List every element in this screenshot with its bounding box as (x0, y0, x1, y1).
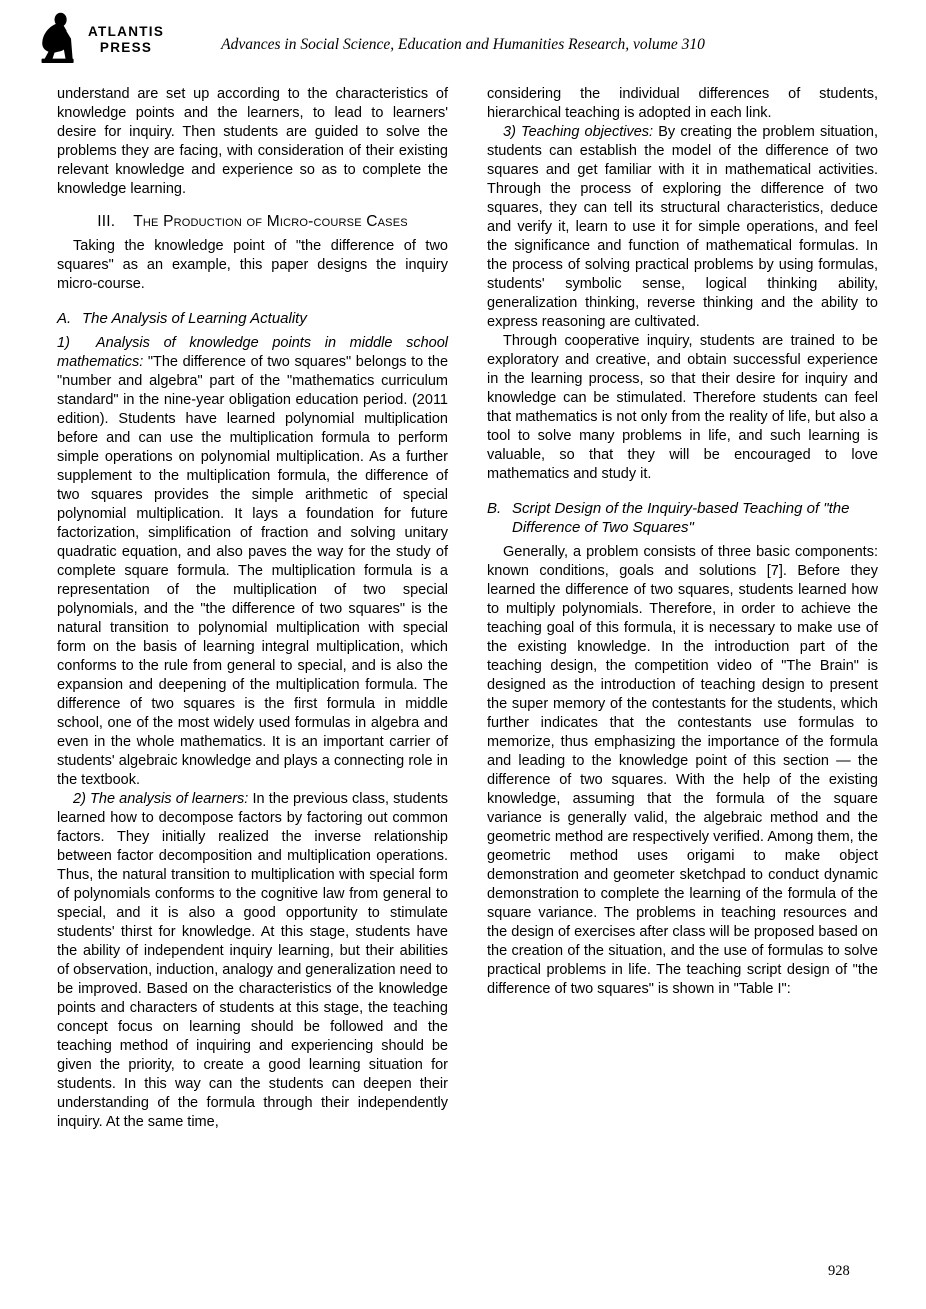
page-number: 928 (828, 1263, 850, 1279)
paragraph-continuation-right: considering the individual differences of students, hierarchical teaching is adopted in each link. (487, 86, 878, 121)
paragraph-taking: Taking the knowledge point of "the difference of two squares" as an example, this paper designs the inquiry micro-course. (57, 238, 448, 292)
right-column (487, 85, 878, 1132)
item-1-lead: Analysis of knowledge points in middle school mathematics: (57, 335, 448, 370)
item-1-number: 1) (57, 335, 70, 351)
body-columns (57, 85, 878, 1132)
item-2-text: In the previous class, students learned how to decompose factors by factoring out common factors. They initially realized the inverse relationship between factor decomposition and multiplication operations. Thus, the natural transition to multiplication with special form of polynomials conforms to the cognitive law from general to special, and it is also a good opportunity to stimulate students' thirst for knowledge. At this stage, students have the ability of independent inquiry learning, but their abilities of observation, induction, analogy and generalization need to be improved. Based on the characteristics of the knowledge points and characters of students at this stage, the teaching concept focus on learning should be followed and the teaching method of inquiring and experiencing should be given the priority, to create a good learning situation for students. In this way can the students can deepen their understanding of the formula through their independently inquiry. At the same time, (57, 791, 449, 1130)
paragraph-continuation-left: understand are set up according to the characteristics of knowledge points and the learners, to lead to learners' desire for inquiry. Then students are guided to solve the problems they are facing, with consideration of their existing relevant knowledge and experience so as to complete the knowledge learning. (57, 86, 448, 197)
item-3-text: By creating the problem situation, students can establish the model of the difference of two squares and get familiar with it in mathematical activities. Through the process of exploring the difference of two squares, they can tell its structural characteristics, deduce and verify it, learn to use it for simple operations, and feel the significance and function of mathematical formulas. In the process of solving practical problems by using formulas, students' symbolic sense, logical thinking ability, generalization thinking, reverse thinking and the ability to express reasoning are cultivated. (487, 124, 878, 330)
subsection-a-heading (57, 309, 448, 328)
section-heading-iii (57, 212, 448, 231)
subsection-b-heading (487, 499, 878, 537)
item-3-lead: 3) Teaching objectives: (503, 124, 654, 140)
paragraph-generally: Generally, a problem consists of three basic components: known conditions, goals and solutions [7]. Before they learned the difference of two squares, students learned how to multiply polynomials. Therefore, in order to achieve the teaching goal of this formula, it is necessary to make use of the existing knowledge. In the introduction part of the teaching design, the competition video of "The Brain" is designed as the introduction of teaching design to present the super memory of the contestants for the students, which further indicates that the contestants use formulas to memorize, thus emphasizing the importance of the formula and leading to the knowledge point of this section — the difference of two squares. With the help of the existing knowledge, assuming that the formula of the square variance is generally valid, the algebraic method and the geometric method are respectively verified. Among them, the geometric method uses origami to make object demonstration and geometer sketchpad to conduct dynamic demonstration to complete the learning of the formula of the square variance. The problems in teaching resources and the design of exercises after class will be proposed based on the creation of the situation, and the use of formulas to solve practical problems in life. The teaching script design of "the difference of two squares" is shown in "Table I": (487, 544, 878, 997)
item-2-lead: 2) The analysis of learners: (73, 791, 249, 807)
paragraph-item-1 (57, 334, 448, 790)
section-number: III. (97, 213, 116, 230)
left-column (57, 85, 448, 1132)
paragraph-through: Through cooperative inquiry, students are trained to be exploratory and creative, and obtain successful experience in the learning process, so that their desire for inquiry and knowledge can be stimulated. Therefore students can feel that mathematics is not only from the reality of life, but also a tool to solve many problems in life, and such learning is valuable, so that they will be encouraged to love mathematics and study it. (487, 333, 878, 482)
section-title: The Production of Micro-course Cases (133, 213, 408, 230)
paragraph-item-2 (57, 790, 448, 1132)
logo-line-atlantis: ATLANTIS (88, 24, 165, 39)
logo-line-press: PRESS (99, 39, 153, 55)
subsection-a-label: A. (57, 310, 72, 327)
item-1-text: "The difference of two squares" belongs to the "number and algebra" part of the "mathematics curriculum standard" in the nine-year obligation education period. (2011 edition). Students have learned polynomial multiplication before and can use the multiplication formula to perform simple operations on polynomial multiplication. As a further supplement to the multiplication formula, the difference of two squares provides the simple arithmetic of special polynomial multiplication. It lays a foundation for future factorization, simplification of fraction and solving unitary quadratic equation, and also paves the way for the study of complete square formula. The multiplication formula is a representation of the multiplication of two special polynomials, and the "the difference of two squares" is the natural transition to polynomial multiplication with special form on the basis of learning integral multiplication, which conforms to the rule from general to special, and is also the expansion and deepening of the multiplication formula. The difference of two squares is the first formula in middle school, one of the most widely used formulas in algebra and even in the whole mathematics. It is an important carrier of students' algebraic knowledge and plays a connecting role in the textbook. (57, 354, 449, 788)
journal-title: Advances in Social Science, Education and Humanities Research, volume 310 (221, 36, 705, 53)
subsection-a-title: The Analysis of Learning Actuality (82, 310, 307, 327)
subsection-b-title: Script Design of the Inquiry-based Teaching of "the Difference of Two Squares" (512, 500, 850, 536)
paragraph-item-3 (487, 123, 878, 332)
subsection-b-label: B. (487, 500, 502, 517)
